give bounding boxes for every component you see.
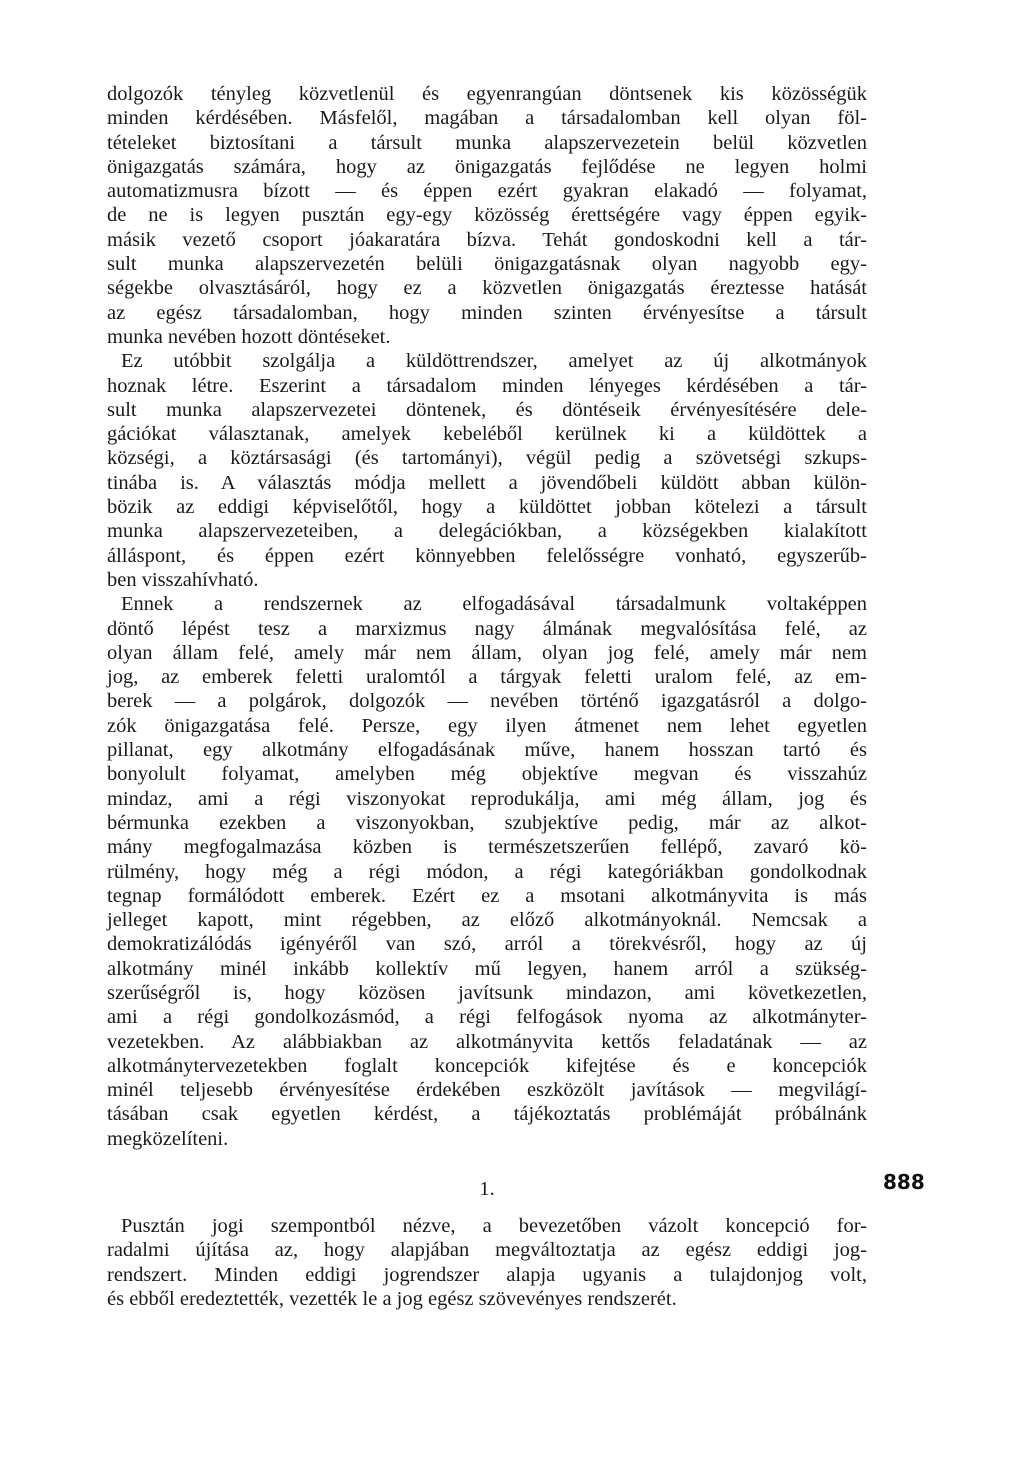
paragraph-3 [107, 592, 867, 1151]
text-line: sult munka alapszervezetei döntenek, és döntéseik érvényesítésére dele- [107, 398, 867, 421]
text-line: pillanat, egy alkotmány elfogadásának műve, hanem hosszan tartó és [107, 739, 867, 762]
text-line: olyan állam felé, amely már nem állam, olyan jog felé, amely már nem [107, 641, 867, 664]
text-line: másik vezető csoport jóakaratára bízva. Tehát gondoskodni kell a tár- [107, 228, 867, 251]
text-line: rendszert. Minden eddigi jogrendszer alapja ugyanis a tulajdonjog volt, [107, 1263, 867, 1286]
text-line: alkotmánytervezetekben foglalt koncepciók kifejtése és e koncepciók [107, 1054, 867, 1077]
text-line: Ez utóbbit szolgálja a küldöttrendszer, amelyet az új alkotmányok [121, 350, 867, 373]
text-line: és ebből eredeztették, vezették le a jog egész szövevényes rendszerét. [107, 1287, 677, 1310]
text-line: jog, az emberek feletti uralomtól a tárgyak feletti uralom felé, az em- [107, 666, 867, 689]
text-line: mány megfogalmazása közben is természetszerűen fellépő, zavaró kö- [107, 836, 867, 859]
text-line: radalmi újítása az, hogy alapjában megváltoztatja az egész eddigi jog- [107, 1239, 867, 1262]
text-line: vezetekben. Az alábbiakban az alkotmányvita kettős feladatának — az [107, 1030, 867, 1053]
text-line: automatizmusra bízott — és éppen ezért gyakran elakadó — folyamat, [107, 180, 867, 203]
text-line: demokratizálódás igényéről van szó, arról a törekvésről, hogy az új [107, 933, 867, 956]
text-line: munka alapszervezeteiben, a delegációkban, a községekben kialakított [107, 520, 867, 543]
text-line: hoznak létre. Eszerint a társadalom minden lényeges kérdésében a tár- [107, 374, 867, 397]
text-line: bérmunka ezekben a viszonyokban, szubjektíve pedig, már az alkot- [107, 811, 867, 834]
text-line: döntő lépést tesz a marxizmus nagy álmának megvalósítása felé, az [107, 617, 867, 640]
text-line: Ennek a rendszernek az elfogadásával társadalmunk voltaképpen [121, 593, 867, 616]
text-line: zók önigazgatása felé. Persze, egy ilyen átmenet nem lehet egyetlen [107, 714, 867, 737]
text-line: alkotmány minél inkább kollektív mű legyen, hanem arról a szükség- [107, 957, 867, 980]
text-line: rülmény, hogy még a régi módon, a régi kategóriákban gondolkodnak [107, 860, 867, 883]
text-line: minél teljesebb érvényesítése érdekében eszközölt javítások — megvilágí- [107, 1079, 867, 1102]
text-line: ségekbe olvasztásáról, hogy ez a közvetlen önigazgatás éreztesse hatását [107, 277, 867, 300]
text-line: szerűségről is, hogy közösen javítsunk mindazon, ami következetlen, [107, 981, 867, 1004]
text-line: önigazgatás számára, hogy az önigazgatás fejlődése ne legyen holmi [107, 155, 867, 178]
paragraph-4 [107, 1214, 867, 1311]
text-line: tegnap formálódott emberek. Ezért ez a msotani alkotmányvita is más [107, 884, 867, 907]
text-line: megközelíteni. [107, 1127, 229, 1150]
page-number: 888 [883, 1170, 925, 1194]
section-number: 1. [479, 1178, 495, 1200]
paragraph-2 [107, 349, 867, 592]
text-line: tételeket biztosítani a társult munka alapszervezetein belül közvetlen [107, 131, 867, 154]
text-line: Pusztán jogi szempontból nézve, a bevezetőben vázolt koncepció for- [121, 1215, 867, 1237]
text-line: az egész társadalomban, hogy minden szinten érvényesítse a társult [107, 301, 867, 324]
text-line: gációkat választanak, amelyek kebeléből kerülnek ki a küldöttek a [107, 423, 867, 446]
text-line: jelleget kapott, mint régebben, az előző alkotmányoknál. Nemcsak a [107, 909, 867, 932]
page-text [107, 82, 867, 1310]
text-line: sult munka alapszervezetén belüli önigazgatásnak olyan nagyobb egy- [107, 253, 867, 276]
text-line: ben visszahívható. [107, 568, 259, 591]
text-line: községi, a köztársasági (és tartományi), végül pedig a szövetségi szkups- [107, 447, 867, 470]
text-line: tinába is. A választás módja mellett a jövendőbeli küldött abban külön- [107, 471, 867, 494]
text-line: álláspont, és éppen ezért könnyebben felelősségre vonható, egyszerűb- [107, 544, 867, 567]
text-line: ami a régi gondolkozásmód, a régi felfogások nyoma az alkotmányter- [107, 1006, 867, 1029]
text-line: berek — a polgárok, dolgozók — nevében történő igazgatásról a dolgo- [107, 690, 867, 713]
text-line: de ne is legyen pusztán egy-egy közösség érettségére vagy éppen egyik- [107, 204, 867, 227]
text-line: munka nevében hozott döntéseket. [107, 325, 391, 348]
paragraph-1 [107, 82, 867, 349]
text-line: minden kérdésében. Másfelől, magában a társadalomban kell olyan föl- [107, 107, 867, 130]
text-line: mindaz, ami a régi viszonyokat reprodukálja, ami még állam, jog és [107, 787, 867, 810]
text-line: bözik az eddigi képviselőtől, hogy a küldöttet jobban kötelezi a társult [107, 496, 867, 519]
text-line: bonyolult folyamat, amelyben még objektíve megvan és visszahúz [107, 763, 867, 786]
text-line: tásában csak egyetlen kérdést, a tájékoztatás problémáját próbálnánk [107, 1103, 867, 1126]
text-line: dolgozók tényleg közvetlenül és egyenrangúan döntsenek kis közösségük [107, 83, 867, 105]
